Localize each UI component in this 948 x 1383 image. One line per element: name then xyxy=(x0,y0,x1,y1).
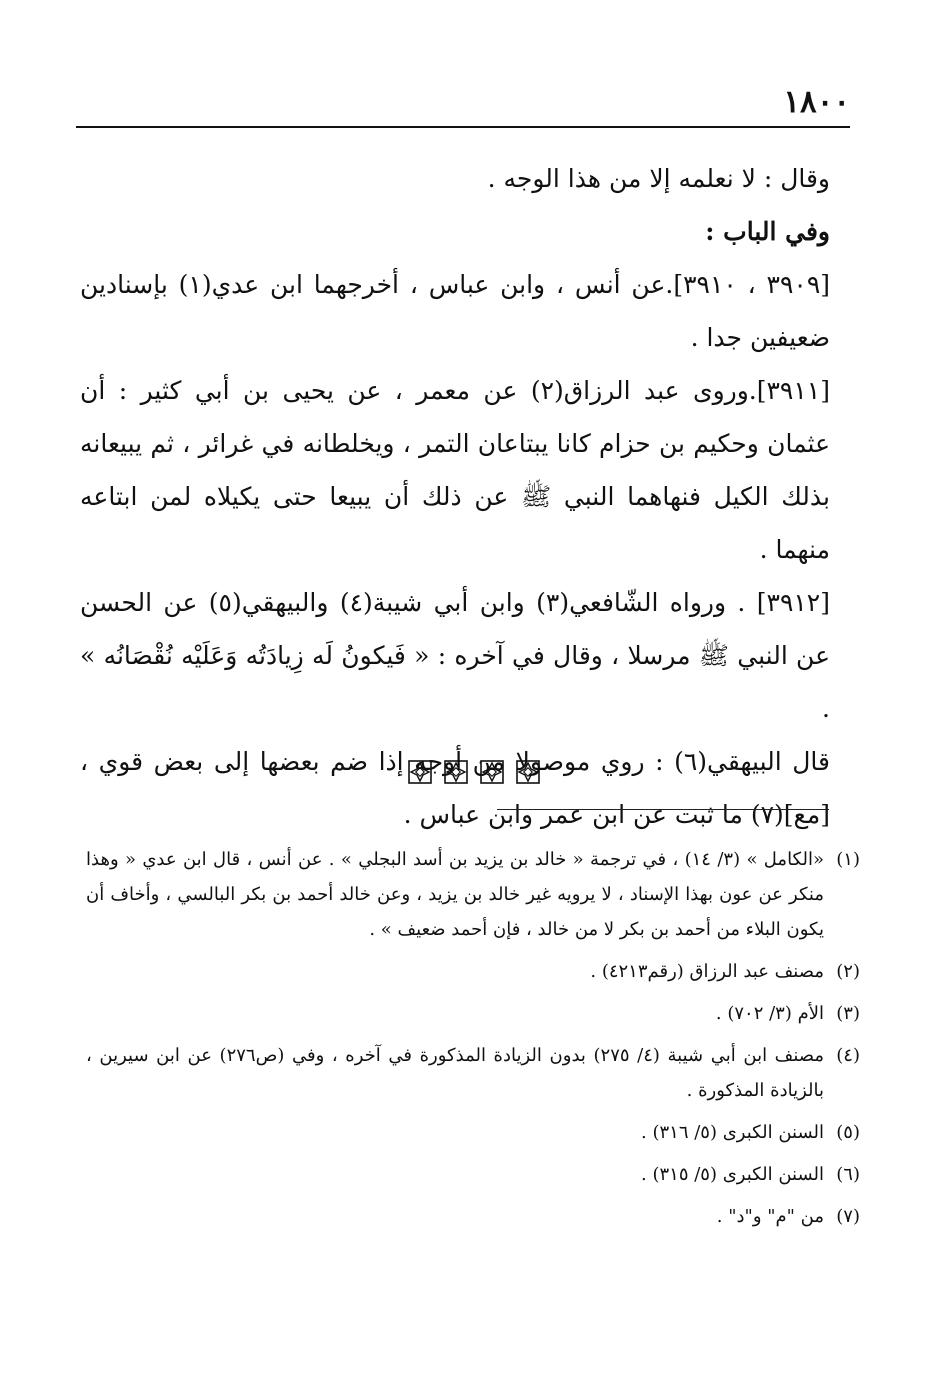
ornament-icon xyxy=(480,760,504,784)
footnote-number: (٦) xyxy=(836,1164,860,1185)
paragraph: [٣٩١١].وروى عبد الرزاق(٢) عن معمر ، عن يحيى بن أبي كثير : أن عثمان وحكيم بن حزام كانا يبتاعان التمر ، ويخلطانه في غرائر ، ثم يبيعانه بذلك الكيل فنهاهما النبي ﷺ عن ذلك أن يبيعا حتى يكيلاه لمن ابتاعه منهما . xyxy=(80,376,830,564)
footnote xyxy=(86,842,860,947)
paragraph: [٣٩٠٩ ، ٣٩١٠].عن أنس ، وابن عباس ، أخرجهما ابن عدي(١) بإسنادين ضعيفين جدا . xyxy=(80,270,831,352)
footnote xyxy=(86,1038,860,1108)
ornament-icon xyxy=(408,760,432,784)
footnote xyxy=(86,1157,860,1192)
footnote-text: من "م" و"د" . xyxy=(716,1206,824,1227)
paragraph: وقال : لا نعلمه إلا من هذا الوجه . xyxy=(487,164,830,193)
footnote xyxy=(86,954,860,989)
footnote-number: (٤) xyxy=(836,1045,860,1066)
footnote-number: (٧) xyxy=(836,1206,860,1227)
footnote-text: مصنف عبد الرزاق (رقم٤٢١٣) . xyxy=(590,961,824,982)
footnote-text: «الكامل » (٣/ ١٤) ، في ترجمة « خالد بن يزيد بن أسد البجلي » . عن أنس ، قال ابن عدي « وهذا منكر عن عون بهذا الإسناد ، لا يرويه غير خالد بن يزيد ، وعن خالد أحمد بن بكر البالسي ، وأخاف أن يكون البلاء من أحمد بن بكر لا من خالد ، فإن أحمد ضعيف » . xyxy=(86,849,825,940)
header-rule xyxy=(76,126,850,128)
footnote xyxy=(86,1115,860,1150)
footnote-number: (٣) xyxy=(836,1003,860,1024)
footnote-text: السنن الكبرى (٥/ ٣١٦) . xyxy=(641,1122,824,1143)
section-heading: وفي الباب : xyxy=(705,217,830,246)
footnote-number: (٢) xyxy=(836,961,860,982)
footnote-text: مصنف ابن أبي شيبة (٤/ ٢٧٥) بدون الزيادة المذكورة في آخره ، وفي (ص٢٧٦) عن ابن سيرين ، بالزيادة المذكورة . xyxy=(86,1045,824,1101)
paragraph: قال البيهقي(٦) : روي موصولا من أوجه إذا ضم بعضها إلى بعض قوي ، [مع](٧) ما ثبت عن ابن عمر وابن عباس . xyxy=(80,747,830,829)
footnote-text: الأم (٣/ ٧٠٢) . xyxy=(715,1003,824,1024)
page-number: ١٨٠٠ xyxy=(783,84,850,120)
footnote-number: (١) xyxy=(836,849,860,870)
ornament-icon xyxy=(516,760,540,784)
footnote-separator xyxy=(497,809,829,810)
footnotes xyxy=(86,842,860,1241)
footnote-text: السنن الكبرى (٥/ ٣١٥) . xyxy=(641,1164,824,1185)
paragraph: [٣٩١٢] . ورواه الشّافعي(٣) وابن أبي شيبة(٤) والبيهقي(٥) عن الحسن عن النبي ﷺ مرسلا ، وقال في آخره : « فَيكونُ لَه زِيادَتُه وَعَلَيْه نُقْصَانُه » . xyxy=(80,588,830,723)
footnote xyxy=(86,996,860,1031)
section-ornaments xyxy=(0,760,948,784)
main-text xyxy=(80,152,830,841)
footnote-number: (٥) xyxy=(836,1122,860,1143)
footnote xyxy=(86,1199,860,1234)
ornament-icon xyxy=(444,760,468,784)
